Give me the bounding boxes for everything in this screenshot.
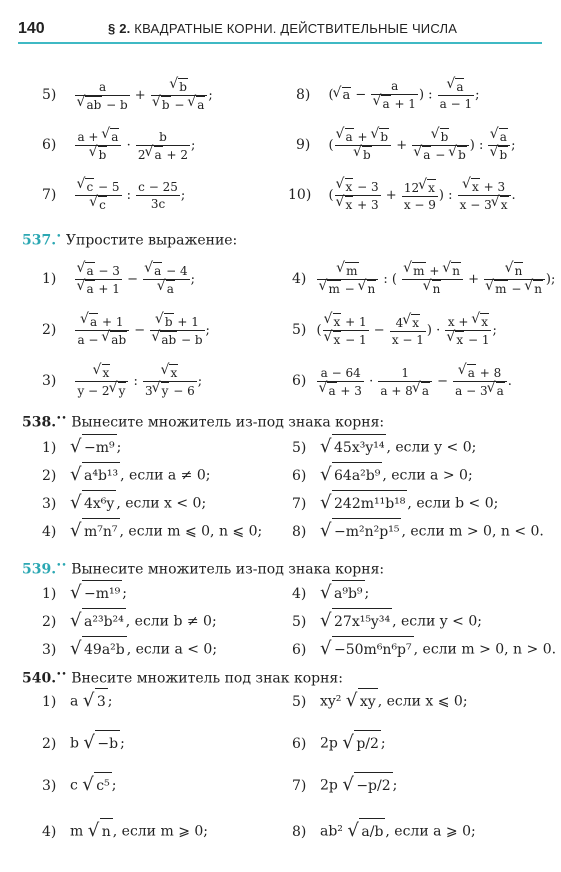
exercise-item: 6) 2p √ p/2 ; (292, 730, 386, 756)
exercise-item: 2) √ $\frac{a + 1}{a - √ ab}$ − √ b + 1 √ ab − b ; (42, 313, 210, 339)
exercise-item: 7) 2p √ −p/2 ; (292, 772, 397, 798)
math-expression: a − 64 √ a + 3 · $\frac{1}{a + 8√ a}$ − √ $\frac{a + 8}{a - 3√ a}$ . (316, 364, 511, 399)
exercise-heading: 537.• Упростите выражение: (22, 232, 238, 249)
exercise-item: 4)√ m⁷n⁷ , если m ⩽ 0, n ⩽ 0; (42, 518, 262, 544)
exercise-item: 3) c √ c⁵ ; (42, 772, 116, 798)
exercise-item: 6) a − 64 √ a + 3 · $\frac{1}{a + 8√ a}$ − √ $\frac{a + 8}{a - 3√ a}$ . (292, 364, 512, 390)
exercise-item: 6) a + √ a √ b · $\frac{b}{2√ a + 2}$ ; (42, 128, 195, 154)
section-number: § 2. (108, 21, 131, 36)
exercise-item: 4) m √ n , если m ⩾ 0; (42, 818, 208, 844)
exercise-item: 5) xy² √ xy , если x ⩽ 0; (292, 688, 468, 714)
exercise-item: 3)√ 49a²b , если a < 0; (42, 636, 217, 662)
math-expression: a + √ a √ b · $\frac{b}{2√ a + 2}$ ; (74, 128, 195, 163)
math-expression: √ $\frac{a + 1}{a - √ ab}$ − √ b + 1 √ ab − b ; (74, 313, 209, 348)
exercise-item: 3)√ 4x⁶y , если x < 0; (42, 490, 206, 516)
exercise-item: 7)√ 242m¹¹b¹⁸ , если b < 0; (292, 490, 498, 516)
math-expression: (√ a − a √ a + 1 ) : √ $\frac{a}{a - 1}$ ; (328, 78, 479, 112)
exercise-item: 4) √ m √ m − √ n : ( √ m + √ n √ n + √ n √ m − √ n ); (292, 262, 555, 288)
exercise-item: 5)√ 45x³y¹⁴ , если y < 0; (292, 434, 476, 460)
exercise-item: 9) ( √ a + √ b √ b + √ b √ a − √ b ) : √ a √ b ; (296, 128, 516, 154)
exercise-item: 8)√ −m²n²p¹⁵ , если m > 0, n < 0. (292, 518, 544, 544)
math-expression: √ a − 3 √ a + 1 − √ a − 4 √ a ; (74, 262, 195, 297)
exercise-item: 1)√ −m⁹ ; (42, 434, 121, 460)
exercise-item: 2)√ a²³b²⁴ , если b ≠ 0; (42, 608, 217, 634)
math-expression: ( √ x − 3 √ x + 3 + $\frac{12√ x}{x - 9}$ ) : √ $\frac{x + 3}{x - 3√ x}$ . (328, 178, 515, 213)
page-number: 140 (18, 20, 45, 37)
page-header (18, 12, 542, 44)
exercise-item: 5) ( √ x + 1 √ x − 1 − $\frac{4√ x}{x - 1}$ ) · x + √ x √ x − 1 ; (292, 313, 497, 339)
section-title (108, 21, 457, 36)
exercise-heading: 540.•• Внесите множитель под знак корня: (22, 670, 343, 687)
exercise-item: 1) √ a − 3 √ a + 1 − √ a − 4 √ a ; (42, 262, 195, 288)
exercise-item: 2) b √ −b ; (42, 730, 125, 756)
math-expression: √ $\frac{x}{y - 2√ y}$ : √ $\frac{x}{3√ y - 6}$ ; (74, 364, 202, 399)
exercise-item: 5) a √ ab − b + √ b √ b − √ a ; (42, 78, 213, 104)
math-expression: √ c − 5 √ c : $\frac{c - 25}{3c}$ ; (74, 178, 185, 213)
exercise-item: 4)√ a⁹b⁹ ; (292, 580, 369, 606)
exercise-item: 7) √ c − 5 √ c : $\frac{c - 25}{3c}$ ; (42, 178, 185, 204)
exercise-heading: 538.•• Вынесите множитель из-под знака корня: (22, 414, 385, 431)
exercise-item: 6)√ 64a²b⁹ , если a > 0; (292, 462, 473, 488)
section-name: КВАДРАТНЫЕ КОРНИ. ДЕЙСТВИТЕЛЬНЫЕ ЧИСЛА (134, 21, 458, 36)
exercise-item: 6)√ −50m⁶n⁶p⁷ , если m > 0, n > 0. (292, 636, 556, 662)
exercise-heading: 539.•• Вынесите множитель из-под знака корня: (22, 561, 385, 578)
exercise-item: 5)√ 27x¹⁵y³⁴ , если y < 0; (292, 608, 482, 634)
exercise-item: 3) √ $\frac{x}{y - 2√ y}$ : √ $\frac{x}{3√ y - 6}$ ; (42, 364, 202, 390)
exercise-item: 1) a √ 3 ; (42, 688, 112, 714)
exercise-item: 8) (√ a − a √ a + 1 ) : √ $\frac{a}{a - 1}$ ; (296, 78, 480, 104)
math-expression: a √ ab − b + √ b √ b − √ a ; (74, 78, 212, 113)
math-expression: √ m √ m − √ n : ( √ m + √ n √ n + √ n √ m − √ n ); (316, 262, 555, 297)
math-expression: ( √ a + √ b √ b + √ b √ a − √ b ) : √ a √ b ; (328, 128, 515, 163)
exercise-item: 8) ab² √ a/b , если a ⩾ 0; (292, 818, 476, 844)
exercise-item: 10) ( √ x − 3 √ x + 3 + $\frac{12√ x}{x - 9}$ ) : √ $\frac{x + 3}{x - 3√ x}$ . (288, 178, 516, 204)
exercise-item: 1)√ −m¹⁹ ; (42, 580, 127, 606)
math-expression: ( √ x + 1 √ x − 1 − $\frac{4√ x}{x - 1}$ ) · x + √ x √ x − 1 ; (316, 313, 496, 348)
exercise-item: 2)√ a⁴b¹³ , если a ≠ 0; (42, 462, 210, 488)
